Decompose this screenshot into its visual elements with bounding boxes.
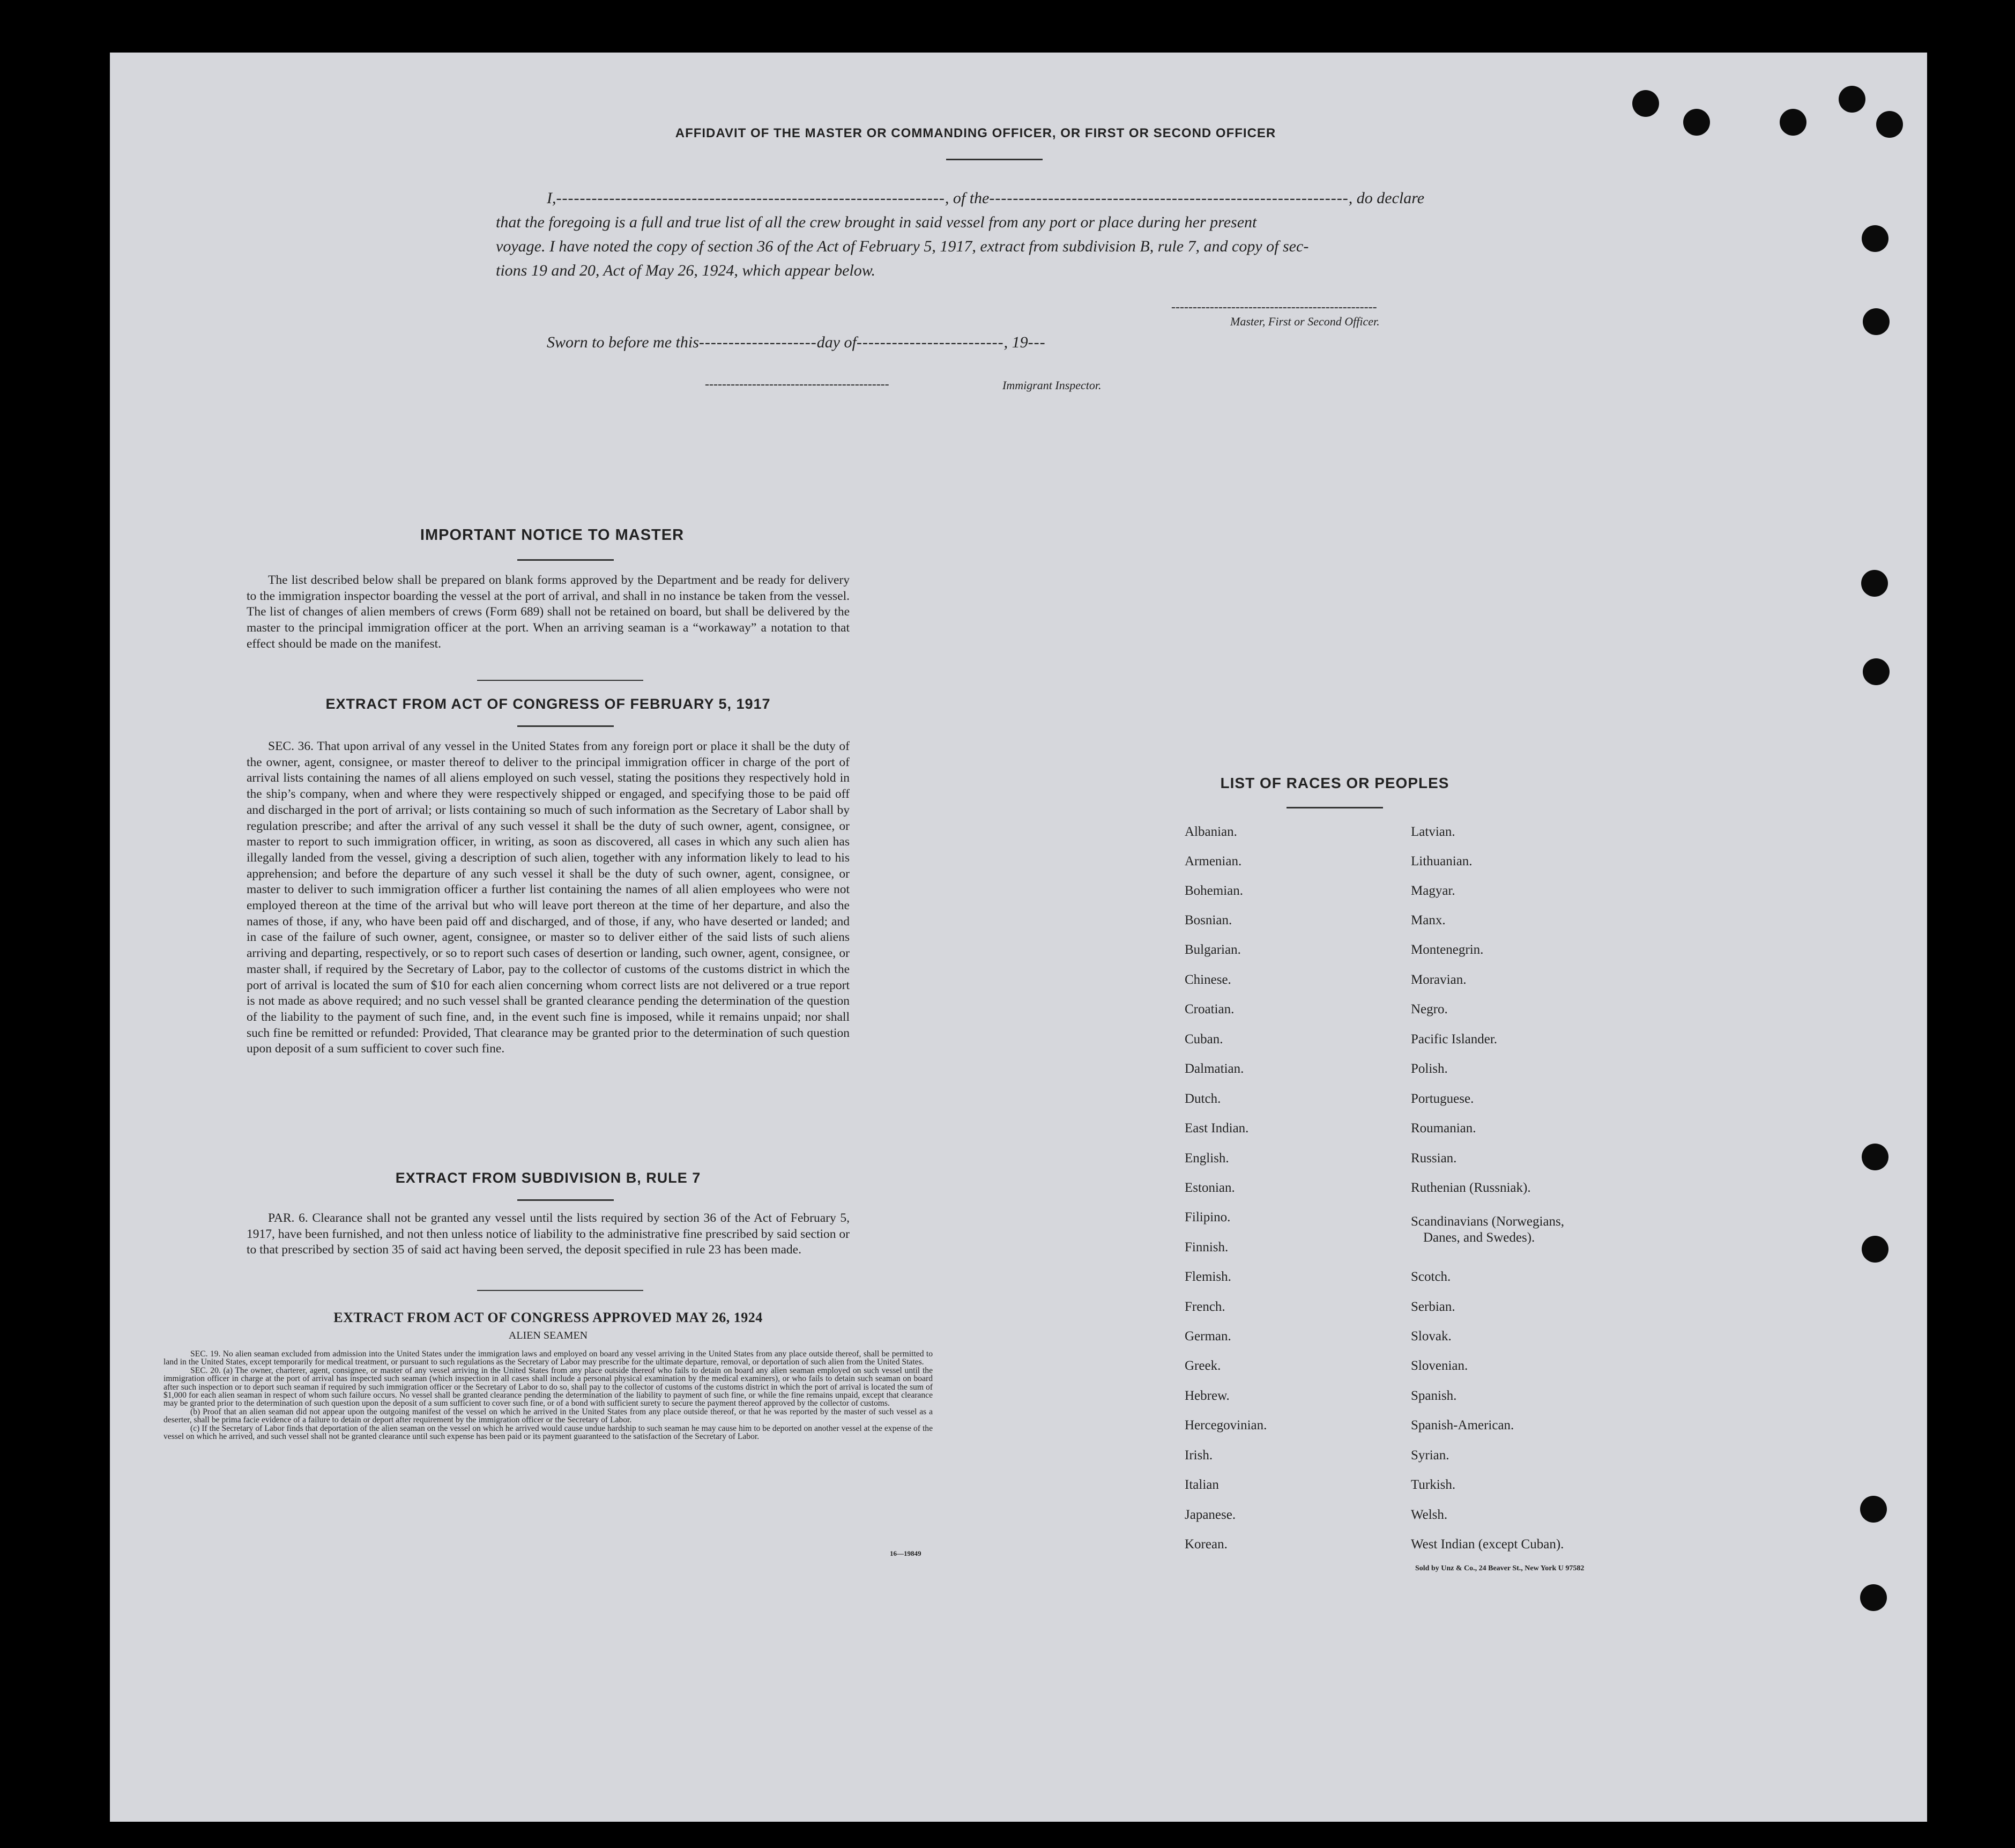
punch-hole-6 (1862, 225, 1888, 252)
affidavit-title: AFFIDAVIT OF THE MASTER OR COMMANDING OFFICER, OR FIRST OR SECOND OFFICER (675, 126, 1276, 140)
race-item: Filipino. (1185, 1210, 1231, 1224)
race-item: Hercegovinian. (1185, 1418, 1267, 1433)
punch-hole-11 (1862, 1236, 1888, 1263)
race-item: Dalmatian. (1185, 1062, 1244, 1076)
sworn-month-blank: ------------------------- (856, 333, 1004, 351)
extract-1924-text (163, 1350, 933, 1441)
notice-title: IMPORTANT NOTICE TO MASTER (420, 526, 685, 544)
affidavit-line-2: that the foregoing is a full and true list of all the crew brought in said vessel from any port or place during her present (496, 213, 1257, 231)
race-item: Slovak. (1411, 1329, 1452, 1344)
race-item: Portuguese. (1411, 1092, 1474, 1106)
race-item: Danes, and Swedes). (1423, 1230, 1535, 1245)
affidavit-of-label: , of the (945, 189, 990, 207)
punch-hole-5 (1876, 111, 1903, 138)
extract-1917-title-rule (517, 725, 614, 727)
race-item: Albanian. (1185, 825, 1237, 839)
race-item: Magyar. (1411, 884, 1455, 898)
notice-paragraph: The list described below shall be prepared on blank forms approved by the Department and be ready for delivery to the immigration inspector boarding the vessel at the port of arrival, and shall in no instance be taken from the vessel. The list of changes of alien members of crews (Form 689) shall not be retained on board, but shall be delivered by the master to the principal immigration officer at the port. When an arriving seaman is a “workaway” a notation to that effect should be made on the manifest. (247, 573, 850, 651)
affidavit-line-1 (547, 189, 1424, 207)
race-item: Croatian. (1185, 1002, 1235, 1016)
inspector-signature-label: Immigrant Inspector. (1002, 378, 1102, 392)
punch-hole-1 (1632, 90, 1659, 117)
punch-hole-10 (1862, 1144, 1888, 1170)
race-item: Bohemian. (1185, 884, 1244, 898)
sworn-day-label: day of (816, 333, 857, 351)
race-item: Scandinavians (Norwegians, (1411, 1214, 1565, 1229)
race-item: French. (1185, 1300, 1225, 1314)
punch-hole-12 (1860, 1496, 1887, 1523)
extract-1917-title: EXTRACT FROM ACT OF CONGRESS OF FEBRUARY 5, 1917 (325, 696, 771, 712)
race-item: Japanese. (1185, 1508, 1236, 1522)
extract-1917-text (247, 739, 850, 1057)
race-item: Scotch. (1411, 1270, 1451, 1284)
race-item: Flemish. (1185, 1270, 1231, 1284)
race-item: Negro. (1411, 1002, 1448, 1016)
punch-hole-7 (1863, 308, 1890, 335)
race-item: Spanish. (1411, 1389, 1457, 1403)
race-item: Bosnian. (1185, 913, 1232, 927)
extract-rule7-title-rule (517, 1199, 614, 1201)
race-item: Hebrew. (1185, 1389, 1230, 1403)
form-number: 16—19849 (890, 1549, 921, 1557)
race-item: Welsh. (1411, 1508, 1448, 1522)
race-item: Latvian. (1411, 825, 1455, 839)
notice-title-rule (517, 559, 614, 561)
race-item: Syrian. (1411, 1448, 1449, 1463)
race-item: Polish. (1411, 1062, 1448, 1076)
race-item: Cuban. (1185, 1032, 1223, 1047)
divider-2 (477, 1290, 643, 1291)
race-item: English. (1185, 1151, 1229, 1166)
printer-imprint: Sold by Unz & Co., 24 Beaver St., New York U 97582 (1415, 1564, 1585, 1572)
punch-hole-8 (1861, 570, 1888, 597)
inspector-signature-line: ------------------------------------------- (705, 377, 889, 391)
divider-1 (477, 680, 643, 681)
sec-20b-paragraph: (b) Proof that an alien seaman did not appear upon the outgoing manifest of the vessel on which he arrived in the United States from any place outside thereof, or that he was reported by the master of such vessel as a deserter, shall be prima facie evidence of a failure to detain or deport after requirement by the immigration officer or the Secretary of Labor. (163, 1407, 933, 1425)
punch-hole-2 (1683, 109, 1710, 136)
sec-20a-paragraph: SEC. 20. (a) The owner, charterer, agent, consignee, or master of any vessel arriving in the United States from any place outside thereof who fails to detain on board any alien seaman employed on such vessel until the immigration officer in charge at the port of arrival has inspected such seaman (which inspection in all cases shall include a personal physical examination by the medical examiners), or who fails to detain such seaman on board after such inspection or to deport such seaman if required by such immigration officer or the Secretary of Labor to do so, shall pay to the collector of customs of the customs district in which the port of arrival is located the sum of $1,000 for each alien seaman in respect of whom such failure occurs. No vessel shall be granted clearance pending the determination of the liability to payment of such fine, or while the fine remains unpaid, except that clearance may be granted prior to the determination of such question upon the deposit of a sum sufficient to cover such fine, or of a bond with sufficient surety to secure the payment thereof approved by the collector of customs. (163, 1365, 933, 1408)
extract-1924-title: EXTRACT FROM ACT OF CONGRESS APPROVED MAY 26, 1924 (333, 1310, 763, 1325)
races-title: LIST OF RACES OR PEOPLES (1220, 775, 1449, 791)
race-item: Dutch. (1185, 1092, 1221, 1106)
extract-rule7-text (247, 1211, 850, 1258)
master-signature-label: Master, First or Second Officer. (1230, 315, 1380, 328)
punch-hole-13 (1860, 1584, 1887, 1611)
vessel-blank: ------------------------------------------------------------- (989, 189, 1349, 207)
sworn-line (547, 333, 1046, 352)
sworn-year-blank: --- (1028, 333, 1046, 351)
punch-hole-4 (1839, 86, 1865, 113)
sec-19-paragraph: SEC. 19. No alien seaman excluded from admission into the United States under the immigration laws and employed on board any vessel arriving in the United States from any place outside thereof, shall be permitted to land in the United States, except temporarily for medical treatment, or pursuant to such regulations as the Secretary of Labor may prescribe for the ultimate departure, removal, or deportation of such alien from the United States. (163, 1349, 933, 1367)
sec-20c-paragraph: (c) If the Secretary of Labor finds that deportation of the alien seaman on the vessel on which he arrived would cause undue hardship to such seaman he may cause him to be deported on another vessel at the expense of the vessel on which he arrived, and such vessel shall not be granted clearance until such expense has been paid or its payment guaranteed to the satisfaction of the Secretary of Labor. (163, 1423, 933, 1442)
race-item: Chinese. (1185, 973, 1231, 987)
race-item: Serbian. (1411, 1300, 1455, 1314)
race-item: Manx. (1411, 913, 1446, 927)
affidavit-line-3: voyage. I have noted the copy of section 36 of the Act of February 5, 1917, extract from subdivision B, rule 7, and copy of sec- (496, 238, 1309, 255)
notice-text (247, 573, 850, 652)
par-6-paragraph: PAR. 6. Clearance shall not be granted any vessel until the lists required by section 36 of the Act of February 5, 1917, have been furnished, and not then unless notice of liability to the administrative fine prescribed by said section or to that prescribed by section 35 of said act having been served, the deposit specified in rule 23 has been made. (247, 1211, 850, 1257)
races-title-rule (1287, 807, 1383, 808)
sworn-date-blank: -------------------- (698, 333, 817, 351)
master-signature-line: ------------------------------------------------ (1171, 300, 1377, 314)
race-item: West Indian (except Cuban). (1411, 1537, 1564, 1552)
race-item: Bulgarian. (1185, 942, 1241, 957)
race-item: Estonian. (1185, 1181, 1235, 1195)
race-item: Armenian. (1185, 854, 1242, 869)
extract-rule7-title: EXTRACT FROM SUBDIVISION B, RULE 7 (395, 1170, 701, 1186)
race-item: German. (1185, 1329, 1231, 1344)
race-item: Korean. (1185, 1537, 1228, 1552)
name-blank: ------------------------------------------------------------------ (556, 189, 945, 207)
race-item: Roumanian. (1411, 1121, 1476, 1135)
race-item: Montenegrin. (1411, 942, 1484, 957)
race-item: Italian (1185, 1478, 1219, 1492)
race-item: Spanish-American. (1411, 1418, 1514, 1433)
race-item: Irish. (1185, 1448, 1213, 1463)
affidavit-title-rule (946, 159, 1043, 160)
race-item: Pacific Islander. (1411, 1032, 1498, 1047)
race-item: East Indian. (1185, 1121, 1249, 1135)
sworn-prefix: Sworn to before me this (547, 333, 699, 351)
punch-hole-3 (1780, 109, 1806, 136)
sec-36-paragraph: SEC. 36. That upon arrival of any vessel in the United States from any foreign port or place it shall be the duty of the owner, agent, consignee, or master thereof to deliver to the principal immigration officer in charge of the port of arrival lists containing the names of all aliens employed on such vessel, stating the positions they respectively hold in the ship’s company, when and where they were respectively shipped or engaged, and specifying those to be paid off and discharged in the port of arrival; or lists containing so much of such information as the Secretary of Labor shall by regulation prescribe; and after the arrival of any such vessel it shall be the duty of such owner, agent, consignee, or master to report to such immigration officer, in writing, as soon as discovered, all cases in which any such alien has illegally landed from the vessel, giving a description of such alien, together with any information likely to lead to his apprehension; and before the departure of any such vessel it shall be the duty of such owner, agent, consignee, or master to deliver to such immigration officer a further list containing the names of all alien employees who were not employed thereon at the time of the arrival but who will leave port thereon at the time of her departure, and also the names of those, if any, who have been paid off and discharged, and of those, if any, who have deserted or landed; and in case of the failure of such owner, agent, consignee, or master so to deliver either of the said lists of such aliens arriving and departing, respectively, or so to report such cases of desertion or landing, such owner, agent, consignee, or master shall, if required by the Secretary of Labor, pay to the collector of customs of the customs district in which the port of arrival is located the sum of $10 for each alien concerning whom correct lists are not delivered or a true report is not made as above required; and no such vessel shall be granted clearance pending the determination of the question of the liability to the payment of such fine, and, in the event such fine is imposed, while it remains unpaid; nor shall such fine be remitted or refunded: Provided, That clearance may be granted prior to the determination of such question upon deposit of a sum sufficient to cover such fine. (247, 739, 850, 1056)
alien-seamen-subtitle: ALIEN SEAMEN (508, 1330, 588, 1341)
race-item: Russian. (1411, 1151, 1457, 1166)
punch-hole-9 (1863, 658, 1890, 685)
race-item: Finnish. (1185, 1240, 1229, 1255)
race-item: Greek. (1185, 1359, 1221, 1373)
race-item: Lithuanian. (1411, 854, 1473, 869)
affidavit-i-label: I, (547, 189, 556, 207)
race-item: Turkish. (1411, 1478, 1456, 1492)
affidavit-line-4: tions 19 and 20, Act of May 26, 1924, which appear below. (496, 262, 876, 279)
sworn-year-label: , 19 (1003, 333, 1028, 351)
race-item: Slovenian. (1411, 1359, 1468, 1373)
race-item: Moravian. (1411, 973, 1467, 987)
race-item: Ruthenian (Russniak). (1411, 1181, 1531, 1195)
affidavit-declare-label: , do declare (1348, 189, 1425, 207)
